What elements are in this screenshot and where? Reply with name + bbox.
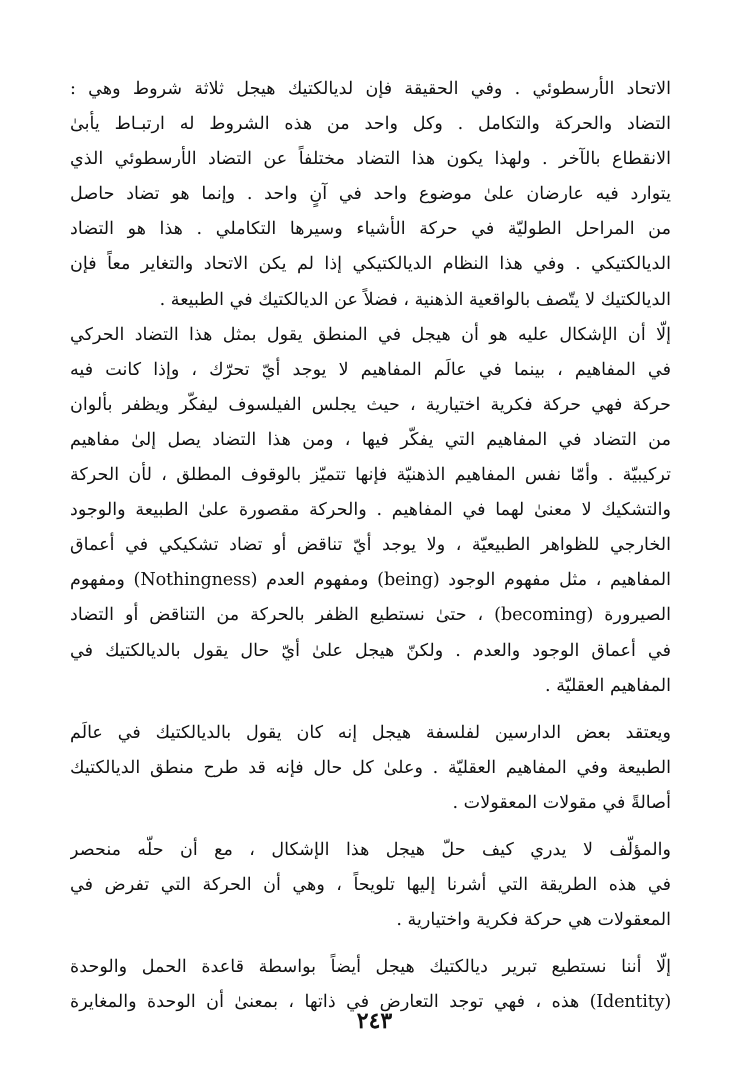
text-line: من المراحل الطوليّة في حركة الأشياء وسيرها التكاملي . هذا هو التضاد (70, 219, 671, 240)
paragraph-gap (70, 821, 671, 833)
text-line: المفاهيم ، مثل مفهوم الوجود (being) ومفهوم العدم (Nothingness) ومفهوم (70, 570, 671, 591)
text-line: الاتحاد الأرسطوئي . وفي الحقيقة فإن لديالكتيك هيجل ثلاثة شروط وهي : (70, 79, 671, 99)
text-line: أصالةً في مقولات المعقولات . (452, 792, 671, 813)
text-line: يتوارد فيه عارضان علىٰ موضوع واحد في آنٍ واحد . وإنما هو تضاد حاصل (70, 184, 671, 205)
text-line: من التضاد في المفاهيم التي يفكّر فيها ، ومن هذا التضاد يصل إلىٰ مفاهيم (70, 429, 671, 450)
text-line: حركة فهي حركة فكرية اختيارية ، حيث يجلس الفيلسوف ليفكّر ويظفر بألوان (70, 394, 671, 415)
text-line: التضاد والحركة والتكامل . وكل واحد من هذه الشروط له ارتبـاط يأبىٰ (70, 114, 671, 135)
page-number: ٢٤٣ (356, 1008, 393, 1034)
paragraph (70, 72, 671, 704)
text-line: إلّا أننا نستطيع تبرير ديالكتيك هيجل أيضاً بواسطة قاعدة الحمل والوحدة (70, 957, 671, 978)
text-line: تركيبيّة . وأمّا نفس المفاهيم الذهنيّة فإنها تتميّز بالوقوف المطلق ، لأن الحركة (70, 465, 671, 486)
text-line: في هذه الطريقة التي أشرنا إليها تلويحاً ، وهي أن الحركة التي تفرض في (70, 875, 671, 896)
text-line: الديالكتيك لا يتّصف بالواقعية الذهنية ، فضلاً عن الديالكتيك في الطبيعة . (159, 289, 671, 310)
text-line: إلّا أن الإشكال عليه هو أن هيجل في المنطق يقول بمثل هذا التضاد الحركي (70, 324, 671, 345)
paragraph (70, 716, 671, 821)
text-line: والمؤلّف لا يدري كيف حلّ هيجل هذا الإشكال ، مع أن حلّه منحصر (70, 839, 671, 860)
text-line: الديالكتيكي . وفي هذا النظام الديالكتيكي إذا لم يكن الاتحاد والتغاير معاً فإن (70, 254, 671, 275)
paragraph (70, 833, 671, 938)
text-line: الطبيعة وفي المفاهيم العقليّة . وعلىٰ كل حال فإنه قد طرح منطق الديالكتيك (70, 757, 671, 778)
text-line: المعقولات هي حركة فكرية واختيارية . (396, 910, 671, 931)
paragraph-gap (70, 938, 671, 950)
text-line: في المفاهيم ، بينما في عالَم المفاهيم لا يوجد أيّ تحرّك ، وإذا كانت فيه (70, 359, 671, 380)
text-line: الخارجي للظواهر الطبيعيّة ، ولا يوجد أيّ تناقض أو تضاد تشكيكي في أعماق (70, 535, 671, 556)
text-line: (Identity) هذه ، فهي توجد التعارض في ذاتها ، بمعنىٰ أن الوحدة والمغايرة (70, 992, 671, 1013)
body-text (70, 72, 671, 1020)
text-line: ويعتقد بعض الدارسين لفلسفة هيجل إنه كان يقول بالديالكتيك في عالَم (70, 722, 671, 743)
text-line: المفاهيم العقليّة . (545, 675, 671, 696)
text-line: والتشكيك لا معنىٰ لهما في المفاهيم . والحركة مقصورة علىٰ الطبيعة والوجود (70, 500, 671, 521)
text-line: الانقطاع بالآخر . ولهذا يكون هذا التضاد مختلفاً عن التضاد الأرسطوئي الذي (70, 149, 671, 170)
text-line: في أعماق الوجود والعدم . ولكنّ هيجل علىٰ أيّ حال يقول بالديالكتيك في (70, 640, 671, 661)
text-line: الصيرورة (becoming) ، حتىٰ نستطيع الظفر بالحركة من التناقض أو التضاد (70, 605, 671, 626)
paragraph-gap (70, 704, 671, 716)
